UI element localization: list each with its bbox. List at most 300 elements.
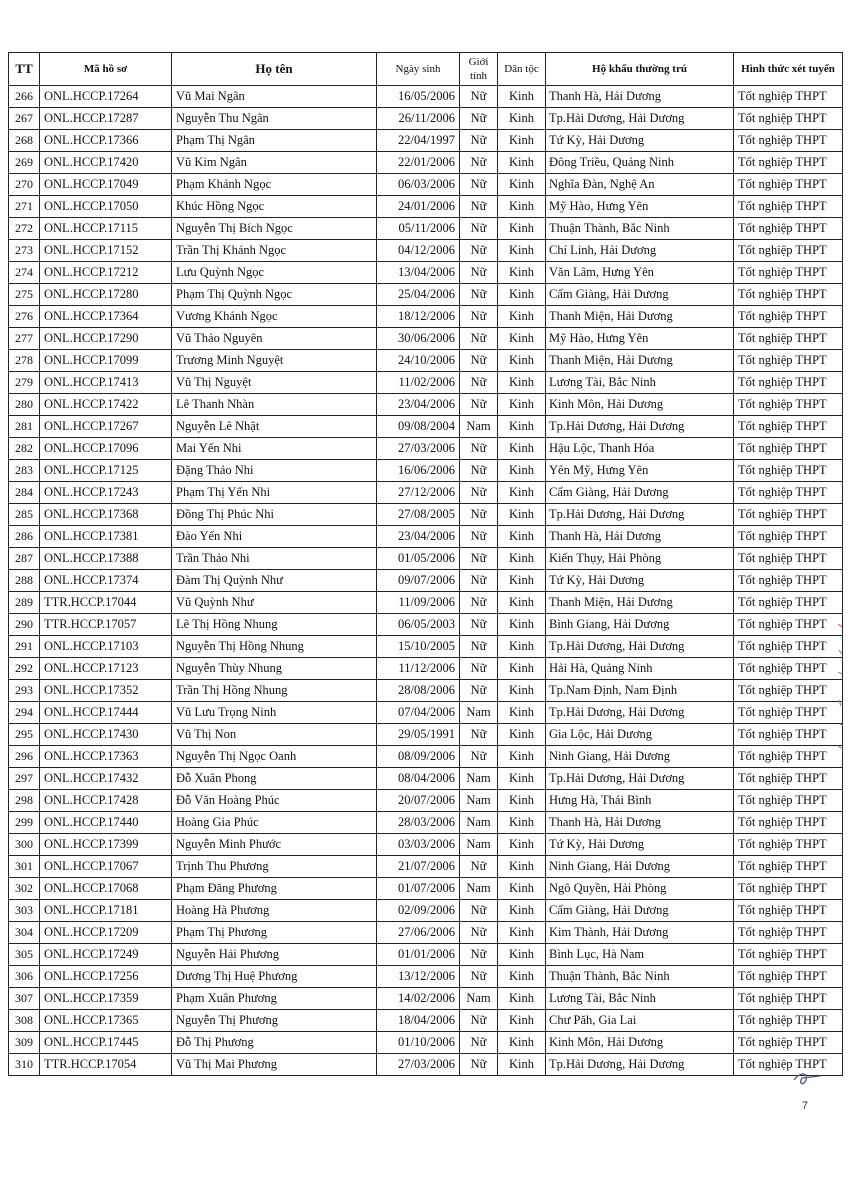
cell-ho-ten: Vũ Lưu Trọng Ninh [172,702,377,724]
cell-gioi-tinh: Nữ [460,922,498,944]
cell-hinh-thuc: Tốt nghiệp THPT [734,768,843,790]
cell-ngay-sinh: 14/02/2006 [377,988,460,1010]
header-ho-khau: Hộ khẩu thường trú [546,53,734,86]
cell-hinh-thuc: Tốt nghiệp THPT [734,372,843,394]
cell-ma-ho-so: ONL.HCCP.17430 [40,724,172,746]
cell-ho-ten: Nguyễn Thị Phương [172,1010,377,1032]
cell-ngay-sinh: 16/05/2006 [377,86,460,108]
cell-gioi-tinh: Nữ [460,196,498,218]
cell-ho-khau: Bình Giang, Hải Dương [546,614,734,636]
cell-tt: 277 [9,328,40,350]
cell-ngay-sinh: 02/09/2006 [377,900,460,922]
cell-ho-khau: Hậu Lộc, Thanh Hóa [546,438,734,460]
cell-gioi-tinh: Nam [460,988,498,1010]
cell-hinh-thuc: Tốt nghiệp THPT [734,724,843,746]
cell-ngay-sinh: 20/07/2006 [377,790,460,812]
cell-ho-khau: Lương Tài, Bắc Ninh [546,372,734,394]
table-row [9,372,843,394]
cell-tt: 278 [9,350,40,372]
cell-ma-ho-so: ONL.HCCP.17050 [40,196,172,218]
cell-hinh-thuc: Tốt nghiệp THPT [734,834,843,856]
cell-gioi-tinh: Nữ [460,570,498,592]
cell-dan-toc: Kinh [498,1032,546,1054]
cell-ho-ten: Nguyễn Minh Phước [172,834,377,856]
table-row [9,834,843,856]
cell-ho-khau: Thuận Thành, Bắc Ninh [546,218,734,240]
cell-ho-ten: Nguyễn Hải Phương [172,944,377,966]
cell-ma-ho-so: ONL.HCCP.17388 [40,548,172,570]
cell-tt: 292 [9,658,40,680]
cell-tt: 285 [9,504,40,526]
cell-tt: 269 [9,152,40,174]
cell-gioi-tinh: Nam [460,416,498,438]
table-row [9,460,843,482]
cell-gioi-tinh: Nữ [460,724,498,746]
cell-tt: 309 [9,1032,40,1054]
cell-ho-ten: Đặng Thảo Nhi [172,460,377,482]
cell-gioi-tinh: Nữ [460,152,498,174]
cell-ho-ten: Trần Thị Khánh Ngọc [172,240,377,262]
cell-tt: 279 [9,372,40,394]
cell-ho-khau: Gia Lộc, Hải Dương [546,724,734,746]
cell-ho-khau: Thanh Hà, Hải Dương [546,812,734,834]
cell-dan-toc: Kinh [498,1010,546,1032]
cell-tt: 266 [9,86,40,108]
cell-dan-toc: Kinh [498,944,546,966]
cell-tt: 287 [9,548,40,570]
cell-ho-ten: Vũ Thị Mai Phương [172,1054,377,1076]
cell-ho-khau: Chí Linh, Hải Dương [546,240,734,262]
cell-ma-ho-so: ONL.HCCP.17249 [40,944,172,966]
cell-ma-ho-so: ONL.HCCP.17440 [40,812,172,834]
cell-dan-toc: Kinh [498,614,546,636]
cell-ngay-sinh: 16/06/2006 [377,460,460,482]
cell-tt: 267 [9,108,40,130]
cell-gioi-tinh: Nữ [460,350,498,372]
cell-ho-khau: Cẩm Giàng, Hải Dương [546,482,734,504]
cell-dan-toc: Kinh [498,768,546,790]
cell-tt: 293 [9,680,40,702]
cell-ngay-sinh: 25/04/2006 [377,284,460,306]
cell-ho-ten: Đồng Thị Phúc Nhi [172,504,377,526]
table-row [9,548,843,570]
table-row [9,790,843,812]
cell-ho-khau: Ninh Giang, Hải Dương [546,746,734,768]
cell-gioi-tinh: Nữ [460,746,498,768]
cell-ho-khau: Thanh Miện, Hải Dương [546,350,734,372]
cell-gioi-tinh: Nữ [460,944,498,966]
cell-ma-ho-so: ONL.HCCP.17420 [40,152,172,174]
cell-hinh-thuc: Tốt nghiệp THPT [734,526,843,548]
cell-hinh-thuc: Tốt nghiệp THPT [734,306,843,328]
cell-ho-khau: Cẩm Giàng, Hải Dương [546,900,734,922]
cell-ho-ten: Phạm Thị Quỳnh Ngọc [172,284,377,306]
cell-hinh-thuc: Tốt nghiệp THPT [734,1010,843,1032]
cell-dan-toc: Kinh [498,966,546,988]
cell-ngay-sinh: 03/03/2006 [377,834,460,856]
cell-tt: 284 [9,482,40,504]
cell-hinh-thuc: Tốt nghiệp THPT [734,878,843,900]
cell-ho-ten: Vương Khánh Ngọc [172,306,377,328]
cell-hinh-thuc: Tốt nghiệp THPT [734,130,843,152]
cell-tt: 282 [9,438,40,460]
table-row [9,658,843,680]
cell-ngay-sinh: 04/12/2006 [377,240,460,262]
cell-dan-toc: Kinh [498,878,546,900]
cell-ngay-sinh: 18/04/2006 [377,1010,460,1032]
cell-dan-toc: Kinh [498,570,546,592]
cell-ngay-sinh: 28/08/2006 [377,680,460,702]
cell-ma-ho-so: ONL.HCCP.17366 [40,130,172,152]
cell-ngay-sinh: 28/03/2006 [377,812,460,834]
cell-gioi-tinh: Nữ [460,262,498,284]
cell-ho-khau: Cẩm Giàng, Hải Dương [546,284,734,306]
cell-hinh-thuc: Tốt nghiệp THPT [734,922,843,944]
cell-hinh-thuc: Tốt nghiệp THPT [734,570,843,592]
cell-gioi-tinh: Nữ [460,1054,498,1076]
cell-hinh-thuc: Tốt nghiệp THPT [734,218,843,240]
cell-ngay-sinh: 11/12/2006 [377,658,460,680]
cell-ho-ten: Phạm Thị Ngân [172,130,377,152]
table-row [9,152,843,174]
cell-dan-toc: Kinh [498,196,546,218]
cell-ma-ho-so: ONL.HCCP.17243 [40,482,172,504]
table-row [9,526,843,548]
cell-ma-ho-so: ONL.HCCP.17067 [40,856,172,878]
cell-dan-toc: Kinh [498,482,546,504]
cell-dan-toc: Kinh [498,702,546,724]
cell-ma-ho-so: ONL.HCCP.17209 [40,922,172,944]
cell-hinh-thuc: Tốt nghiệp THPT [734,746,843,768]
cell-ngay-sinh: 01/01/2006 [377,944,460,966]
cell-gioi-tinh: Nữ [460,526,498,548]
cell-ngay-sinh: 01/10/2006 [377,1032,460,1054]
cell-gioi-tinh: Nữ [460,328,498,350]
cell-ngay-sinh: 18/12/2006 [377,306,460,328]
cell-ngay-sinh: 21/07/2006 [377,856,460,878]
cell-ho-ten: Lưu Quỳnh Ngọc [172,262,377,284]
cell-ngay-sinh: 27/08/2005 [377,504,460,526]
cell-dan-toc: Kinh [498,724,546,746]
cell-ho-khau: Bình Lục, Hà Nam [546,944,734,966]
cell-hinh-thuc: Tốt nghiệp THPT [734,196,843,218]
header-tt: TT [9,53,40,86]
cell-hinh-thuc: Tốt nghiệp THPT [734,86,843,108]
cell-hinh-thuc: Tốt nghiệp THPT [734,416,843,438]
cell-hinh-thuc: Tốt nghiệp THPT [734,284,843,306]
cell-gioi-tinh: Nữ [460,482,498,504]
cell-hinh-thuc: Tốt nghiệp THPT [734,240,843,262]
cell-dan-toc: Kinh [498,504,546,526]
cell-ma-ho-so: ONL.HCCP.17290 [40,328,172,350]
cell-tt: 305 [9,944,40,966]
cell-hinh-thuc: Tốt nghiệp THPT [734,658,843,680]
cell-ho-khau: Kinh Môn, Hải Dương [546,1032,734,1054]
cell-tt: 274 [9,262,40,284]
cell-ho-khau: Ngô Quyền, Hải Phòng [546,878,734,900]
cell-ho-ten: Trần Thảo Nhi [172,548,377,570]
header-ho-ten: Họ tên [172,53,377,86]
cell-hinh-thuc: Tốt nghiệp THPT [734,548,843,570]
cell-gioi-tinh: Nữ [460,394,498,416]
cell-dan-toc: Kinh [498,328,546,350]
cell-ngay-sinh: 08/09/2006 [377,746,460,768]
cell-ma-ho-so: ONL.HCCP.17374 [40,570,172,592]
cell-tt: 302 [9,878,40,900]
cell-ho-ten: Đàm Thị Quỳnh Như [172,570,377,592]
cell-ma-ho-so: ONL.HCCP.17256 [40,966,172,988]
cell-tt: 301 [9,856,40,878]
cell-gioi-tinh: Nam [460,790,498,812]
cell-ho-khau: Tp.Hải Dương, Hải Dương [546,504,734,526]
cell-tt: 307 [9,988,40,1010]
cell-gioi-tinh: Nữ [460,658,498,680]
cell-tt: 308 [9,1010,40,1032]
table-row [9,196,843,218]
cell-ngay-sinh: 09/07/2006 [377,570,460,592]
cell-ho-ten: Đỗ Văn Hoàng Phúc [172,790,377,812]
cell-hinh-thuc: Tốt nghiệp THPT [734,262,843,284]
cell-gioi-tinh: Nữ [460,174,498,196]
cell-hinh-thuc: Tốt nghiệp THPT [734,944,843,966]
cell-ho-khau: Hải Hà, Quảng Ninh [546,658,734,680]
cell-ho-ten: Khúc Hồng Ngọc [172,196,377,218]
cell-ho-ten: Vũ Quỳnh Như [172,592,377,614]
cell-gioi-tinh: Nữ [460,306,498,328]
cell-dan-toc: Kinh [498,350,546,372]
cell-tt: 268 [9,130,40,152]
cell-gioi-tinh: Nữ [460,240,498,262]
cell-tt: 304 [9,922,40,944]
cell-ho-ten: Nguyễn Thùy Nhung [172,658,377,680]
cell-tt: 271 [9,196,40,218]
cell-hinh-thuc: Tốt nghiệp THPT [734,900,843,922]
cell-ho-ten: Phạm Thị Phương [172,922,377,944]
cell-hinh-thuc: Tốt nghiệp THPT [734,328,843,350]
cell-ngay-sinh: 01/07/2006 [377,878,460,900]
header-dan-toc: Dân tộc [498,53,546,86]
cell-ho-khau: Thanh Miện, Hải Dương [546,592,734,614]
cell-gioi-tinh: Nữ [460,592,498,614]
cell-ho-ten: Phạm Xuân Phương [172,988,377,1010]
cell-ma-ho-so: ONL.HCCP.17413 [40,372,172,394]
cell-tt: 270 [9,174,40,196]
cell-dan-toc: Kinh [498,812,546,834]
cell-ho-khau: Tp.Hải Dương, Hải Dương [546,416,734,438]
cell-ngay-sinh: 27/12/2006 [377,482,460,504]
cell-tt: 306 [9,966,40,988]
table-row [9,1032,843,1054]
cell-gioi-tinh: Nam [460,768,498,790]
cell-tt: 289 [9,592,40,614]
cell-ma-ho-so: ONL.HCCP.17381 [40,526,172,548]
cell-ho-khau: Tp.Hải Dương, Hải Dương [546,636,734,658]
table-row [9,350,843,372]
cell-ngay-sinh: 07/04/2006 [377,702,460,724]
cell-gioi-tinh: Nam [460,834,498,856]
cell-ho-khau: Ninh Giang, Hải Dương [546,856,734,878]
cell-dan-toc: Kinh [498,174,546,196]
table-row [9,592,843,614]
cell-hinh-thuc: Tốt nghiệp THPT [734,592,843,614]
cell-ho-khau: Thanh Hà, Hải Dương [546,526,734,548]
table-row [9,108,843,130]
cell-ho-khau: Yên Mỹ, Hưng Yên [546,460,734,482]
table-row [9,1010,843,1032]
cell-ho-ten: Phạm Thị Yến Nhi [172,482,377,504]
cell-ma-ho-so: ONL.HCCP.17363 [40,746,172,768]
cell-ma-ho-so: TTR.HCCP.17054 [40,1054,172,1076]
cell-ho-khau: Tp.Hải Dương, Hải Dương [546,1054,734,1076]
cell-ho-ten: Nguyễn Thu Ngân [172,108,377,130]
cell-dan-toc: Kinh [498,372,546,394]
cell-ho-ten: Nguyễn Thị Ngọc Oanh [172,746,377,768]
cell-gioi-tinh: Nam [460,878,498,900]
table-row [9,768,843,790]
cell-ma-ho-so: ONL.HCCP.17399 [40,834,172,856]
cell-ma-ho-so: ONL.HCCP.17264 [40,86,172,108]
table-row [9,680,843,702]
cell-dan-toc: Kinh [498,856,546,878]
cell-ma-ho-so: ONL.HCCP.17212 [40,262,172,284]
cell-gioi-tinh: Nữ [460,504,498,526]
cell-ma-ho-so: ONL.HCCP.17099 [40,350,172,372]
cell-ho-ten: Trần Thị Hồng Nhung [172,680,377,702]
cell-ngay-sinh: 27/03/2006 [377,438,460,460]
table-row [9,328,843,350]
cell-ma-ho-so: ONL.HCCP.17125 [40,460,172,482]
cell-dan-toc: Kinh [498,922,546,944]
table-row [9,306,843,328]
table-row [9,438,843,460]
cell-dan-toc: Kinh [498,262,546,284]
cell-gioi-tinh: Nữ [460,86,498,108]
table-row [9,614,843,636]
cell-ngay-sinh: 09/08/2004 [377,416,460,438]
cell-hinh-thuc: Tốt nghiệp THPT [734,460,843,482]
cell-ngay-sinh: 30/06/2006 [377,328,460,350]
cell-ma-ho-so: TTR.HCCP.17044 [40,592,172,614]
cell-dan-toc: Kinh [498,790,546,812]
cell-ngay-sinh: 15/10/2005 [377,636,460,658]
cell-hinh-thuc: Tốt nghiệp THPT [734,108,843,130]
cell-dan-toc: Kinh [498,152,546,174]
cell-hinh-thuc: Tốt nghiệp THPT [734,636,843,658]
cell-ma-ho-so: ONL.HCCP.17422 [40,394,172,416]
table-row [9,944,843,966]
cell-hinh-thuc: Tốt nghiệp THPT [734,856,843,878]
cell-tt: 296 [9,746,40,768]
cell-ma-ho-so: ONL.HCCP.17096 [40,438,172,460]
table-row [9,922,843,944]
cell-tt: 288 [9,570,40,592]
cell-dan-toc: Kinh [498,636,546,658]
cell-hinh-thuc: Tốt nghiệp THPT [734,812,843,834]
initial-signature-mark [790,1068,824,1090]
cell-ho-khau: Thanh Hà, Hải Dương [546,86,734,108]
cell-dan-toc: Kinh [498,680,546,702]
table-row [9,394,843,416]
table-row [9,724,843,746]
header-gioi-tinh: Giới tính [460,53,498,86]
cell-ngay-sinh: 06/03/2006 [377,174,460,196]
cell-hinh-thuc: Tốt nghiệp THPT [734,504,843,526]
cell-dan-toc: Kinh [498,394,546,416]
table-row [9,878,843,900]
cell-tt: 290 [9,614,40,636]
cell-ngay-sinh: 26/11/2006 [377,108,460,130]
page-number: 7 [801,1100,808,1112]
cell-gioi-tinh: Nữ [460,900,498,922]
cell-ma-ho-so: ONL.HCCP.17352 [40,680,172,702]
table-row [9,86,843,108]
cell-ho-ten: Nguyễn Thị Hồng Nhung [172,636,377,658]
cell-gioi-tinh: Nữ [460,1010,498,1032]
cell-ho-khau: Tp.Hải Dương, Hải Dương [546,768,734,790]
table-row [9,900,843,922]
cell-gioi-tinh: Nam [460,702,498,724]
cell-hinh-thuc: Tốt nghiệp THPT [734,702,843,724]
cell-ma-ho-so: ONL.HCCP.17049 [40,174,172,196]
cell-tt: 286 [9,526,40,548]
table-row [9,966,843,988]
cell-ho-ten: Vũ Thị Non [172,724,377,746]
cell-gioi-tinh: Nam [460,812,498,834]
cell-ma-ho-so: ONL.HCCP.17103 [40,636,172,658]
table-row [9,636,843,658]
cell-dan-toc: Kinh [498,1054,546,1076]
cell-gioi-tinh: Nữ [460,284,498,306]
cell-ho-khau: Kim Thành, Hải Dương [546,922,734,944]
cell-ho-ten: Hoàng Hà Phương [172,900,377,922]
cell-dan-toc: Kinh [498,240,546,262]
cell-ngay-sinh: 08/04/2006 [377,768,460,790]
cell-ho-khau: Kinh Môn, Hải Dương [546,394,734,416]
cell-ngay-sinh: 11/09/2006 [377,592,460,614]
cell-ma-ho-so: ONL.HCCP.17445 [40,1032,172,1054]
cell-ngay-sinh: 13/12/2006 [377,966,460,988]
cell-ma-ho-so: ONL.HCCP.17428 [40,790,172,812]
cell-ho-ten: Mai Yến Nhi [172,438,377,460]
cell-ho-ten: Phạm Khánh Ngọc [172,174,377,196]
cell-hinh-thuc: Tốt nghiệp THPT [734,152,843,174]
table-row [9,262,843,284]
cell-ho-khau: Tứ Kỳ, Hải Dương [546,570,734,592]
cell-ho-ten: Nguyễn Lê Nhật [172,416,377,438]
cell-gioi-tinh: Nữ [460,856,498,878]
cell-ho-ten: Đỗ Xuân Phong [172,768,377,790]
cell-tt: 294 [9,702,40,724]
cell-hinh-thuc: Tốt nghiệp THPT [734,482,843,504]
cell-ho-ten: Phạm Đăng Phương [172,878,377,900]
table-row [9,570,843,592]
cell-ngay-sinh: 29/05/1991 [377,724,460,746]
cell-dan-toc: Kinh [498,108,546,130]
cell-ho-khau: Mỹ Hào, Hưng Yên [546,196,734,218]
cell-ma-ho-so: ONL.HCCP.17181 [40,900,172,922]
cell-hinh-thuc: Tốt nghiệp THPT [734,966,843,988]
cell-dan-toc: Kinh [498,438,546,460]
cell-ho-khau: Chư Păh, Gia Lai [546,1010,734,1032]
cell-dan-toc: Kinh [498,460,546,482]
header-ngay-sinh: Ngày sinh [377,53,460,86]
cell-gioi-tinh: Nữ [460,636,498,658]
table-row [9,702,843,724]
header-hinh-thuc: Hình thức xét tuyển [734,53,843,86]
cell-ma-ho-so: ONL.HCCP.17368 [40,504,172,526]
cell-ma-ho-so: ONL.HCCP.17287 [40,108,172,130]
cell-ngay-sinh: 05/11/2006 [377,218,460,240]
